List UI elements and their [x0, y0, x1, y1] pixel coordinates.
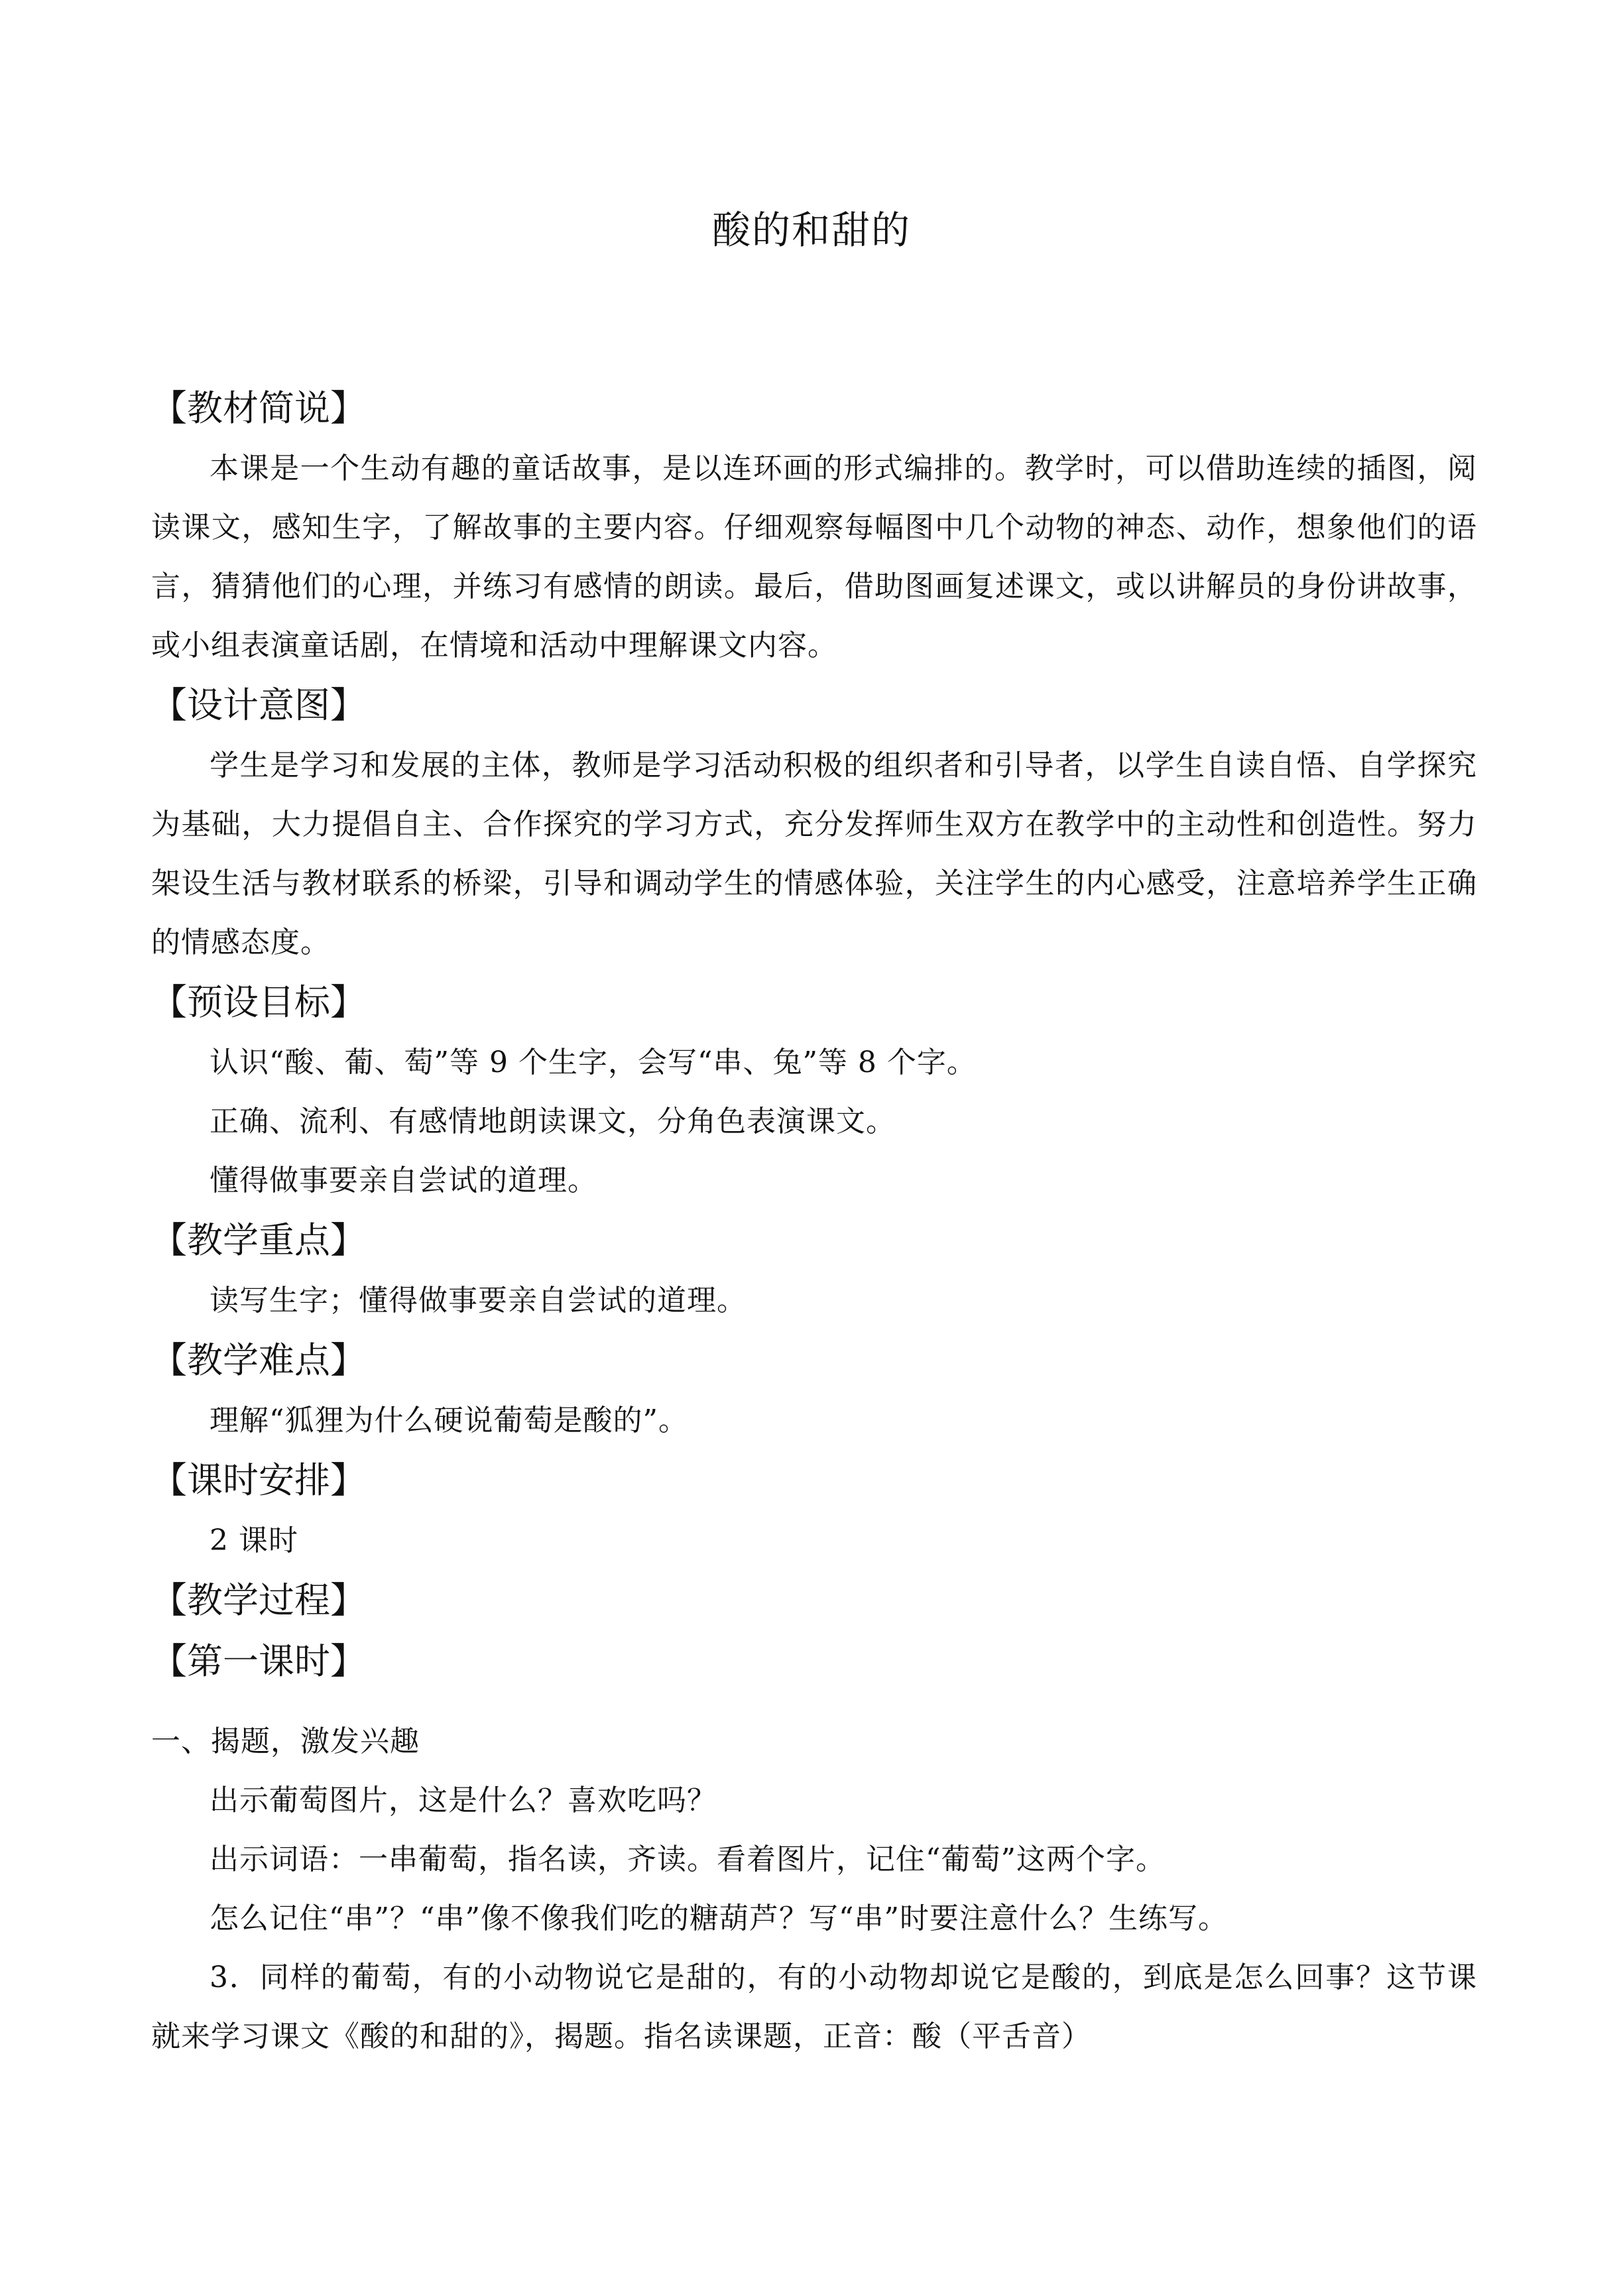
section-heading-sheji: 【设计意图】	[151, 684, 366, 726]
step-line: 出示葡萄图片，这是什么？喜欢吃吗？	[210, 1783, 717, 1817]
section-heading-guocheng: 【教学过程】	[151, 1579, 366, 1621]
section-heading-keshi: 【课时安排】	[151, 1459, 366, 1501]
step-line: 怎么记住“串”？“串”像不像我们吃的糖葫芦？写“串”时要注意什么？生练写。	[210, 1902, 1228, 1935]
section-text-zhongdian: 读写生字；懂得做事要亲自尝试的道理。	[210, 1284, 747, 1317]
goal-item: 正确、流利、有感情地朗读课文，分角色表演课文。	[210, 1105, 896, 1138]
lesson-steps	[151, 1712, 1477, 2066]
section-text-keshi: 2 课时	[210, 1524, 298, 1557]
section-heading-diyi: 【第一课时】	[151, 1640, 366, 1682]
section-text-nandian: 理解“狐狸为什么硬说葡萄是酸的”。	[210, 1404, 688, 1437]
step-heading: 一、揭题，激发兴趣	[151, 1724, 420, 1758]
goal-item: 认识“酸、葡、萄”等 9 个生字，会写“串、兔”等 8 个字。	[210, 1046, 977, 1079]
step-paragraph: 3．同样的葡萄，有的小动物说它是甜的，有的小动物却说它是酸的，到底是怎么回事？这节课就来学习课文《酸的和甜的》，揭题。指名读课题，正音：酸（平舌音）	[151, 1961, 1477, 2053]
section-heading-zhongdian: 【教学重点】	[151, 1219, 366, 1261]
document-body	[151, 378, 1477, 1692]
page-title: 酸的和甜的	[711, 208, 911, 253]
section-heading-jiaocai: 【教材简说】	[151, 387, 366, 429]
section-heading-mubiao: 【预设目标】	[151, 981, 366, 1023]
section-heading-nandian: 【教学难点】	[151, 1339, 366, 1381]
step-line: 出示词语：一串葡萄，指名读，齐读。看着图片，记住“葡萄”这两个字。	[210, 1843, 1166, 1876]
goal-item: 懂得做事要亲自尝试的道理。	[210, 1164, 597, 1197]
section-text-jiaocai: 本课是一个生动有趣的童话故事，是以连环画的形式编排的。教学时，可以借助连续的插图，阅读课文，感知生字，了解故事的主要内容。仔细观察每幅图中几个动物的神态、动作，想象他们的语言，猜猜他们的心理，并练习有感情的朗读。最后，借助图画复述课文，或以讲解员的身份讲故事，或小组表演童话剧，在情境和活动中理解课文内容。	[151, 452, 1477, 662]
section-text-sheji: 学生是学习和发展的主体，教师是学习活动积极的组织者和引导者，以学生自读自悟、自学探究为基础，大力提倡自主、合作探究的学习方式，充分发挥师生双方在教学中的主动性和创造性。努力架设生活与教材联系的桥梁，引导和调动学生的情感体验，关注学生的内心感受，注意培养学生正确的情感态度。	[151, 749, 1477, 959]
